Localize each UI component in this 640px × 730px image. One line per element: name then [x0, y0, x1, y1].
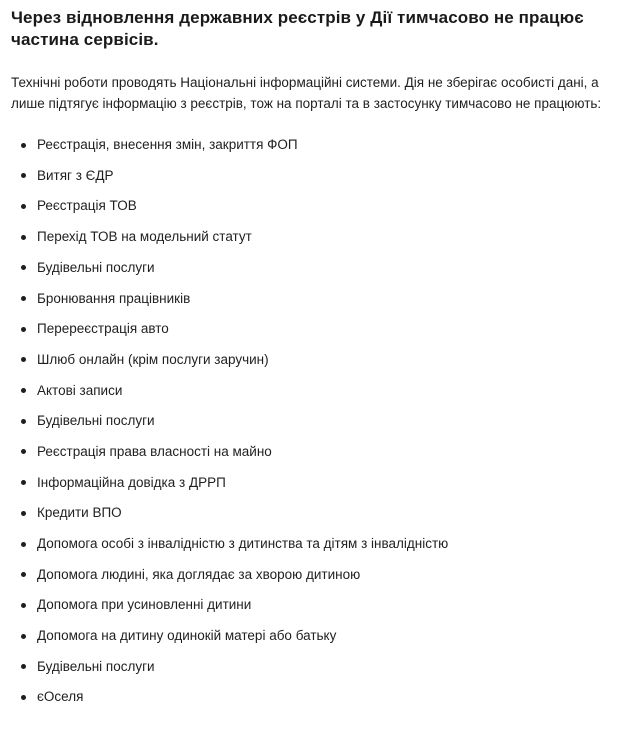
list-item: Будівельні послуги [21, 659, 621, 675]
list-item: Актові записи [21, 383, 621, 399]
list-item: Реєстрація ТОВ [21, 198, 621, 214]
unavailable-services-list [11, 137, 628, 706]
list-item: Перехід ТОВ на модельний статут [21, 229, 621, 245]
list-item: Бронювання працівників [21, 291, 621, 307]
list-item: Допомога при усиновленні дитини [21, 597, 621, 613]
list-item: Реєстрація права власності на майно [21, 444, 621, 460]
list-item: Допомога особі з інвалідністю з дитинства та дітям з інвалідністю [21, 536, 621, 552]
list-item: Будівельні послуги [21, 413, 621, 429]
list-item: Інформаційна довідка з ДРРП [21, 475, 621, 491]
list-item: Кредити ВПО [21, 505, 621, 521]
list-item: Реєстрація, внесення змін, закриття ФОП [21, 137, 621, 153]
list-item: Перереєстрація авто [21, 321, 621, 337]
list-item: Будівельні послуги [21, 260, 621, 276]
list-item: Шлюб онлайн (крім послуги заручин) [21, 352, 621, 368]
list-item: Витяг з ЄДР [21, 168, 621, 184]
list-item: Допомога на дитину одинокій матері або батьку [21, 628, 621, 644]
intro-paragraph: Технічні роботи проводять Національні інформаційні системи. Дія не зберігає особисті дані, а лише підтягує інформацію з реєстрів, тож на порталі та в застосунку тимчасово не працюють: [11, 74, 602, 112]
list-item: єОселя [21, 689, 621, 705]
page-title: Через відновлення державних реєстрів у Дії тимчасово не працює частина сервісів. [11, 8, 584, 50]
list-item: Допомога людині, яка доглядає за хворою дитиною [21, 567, 621, 583]
